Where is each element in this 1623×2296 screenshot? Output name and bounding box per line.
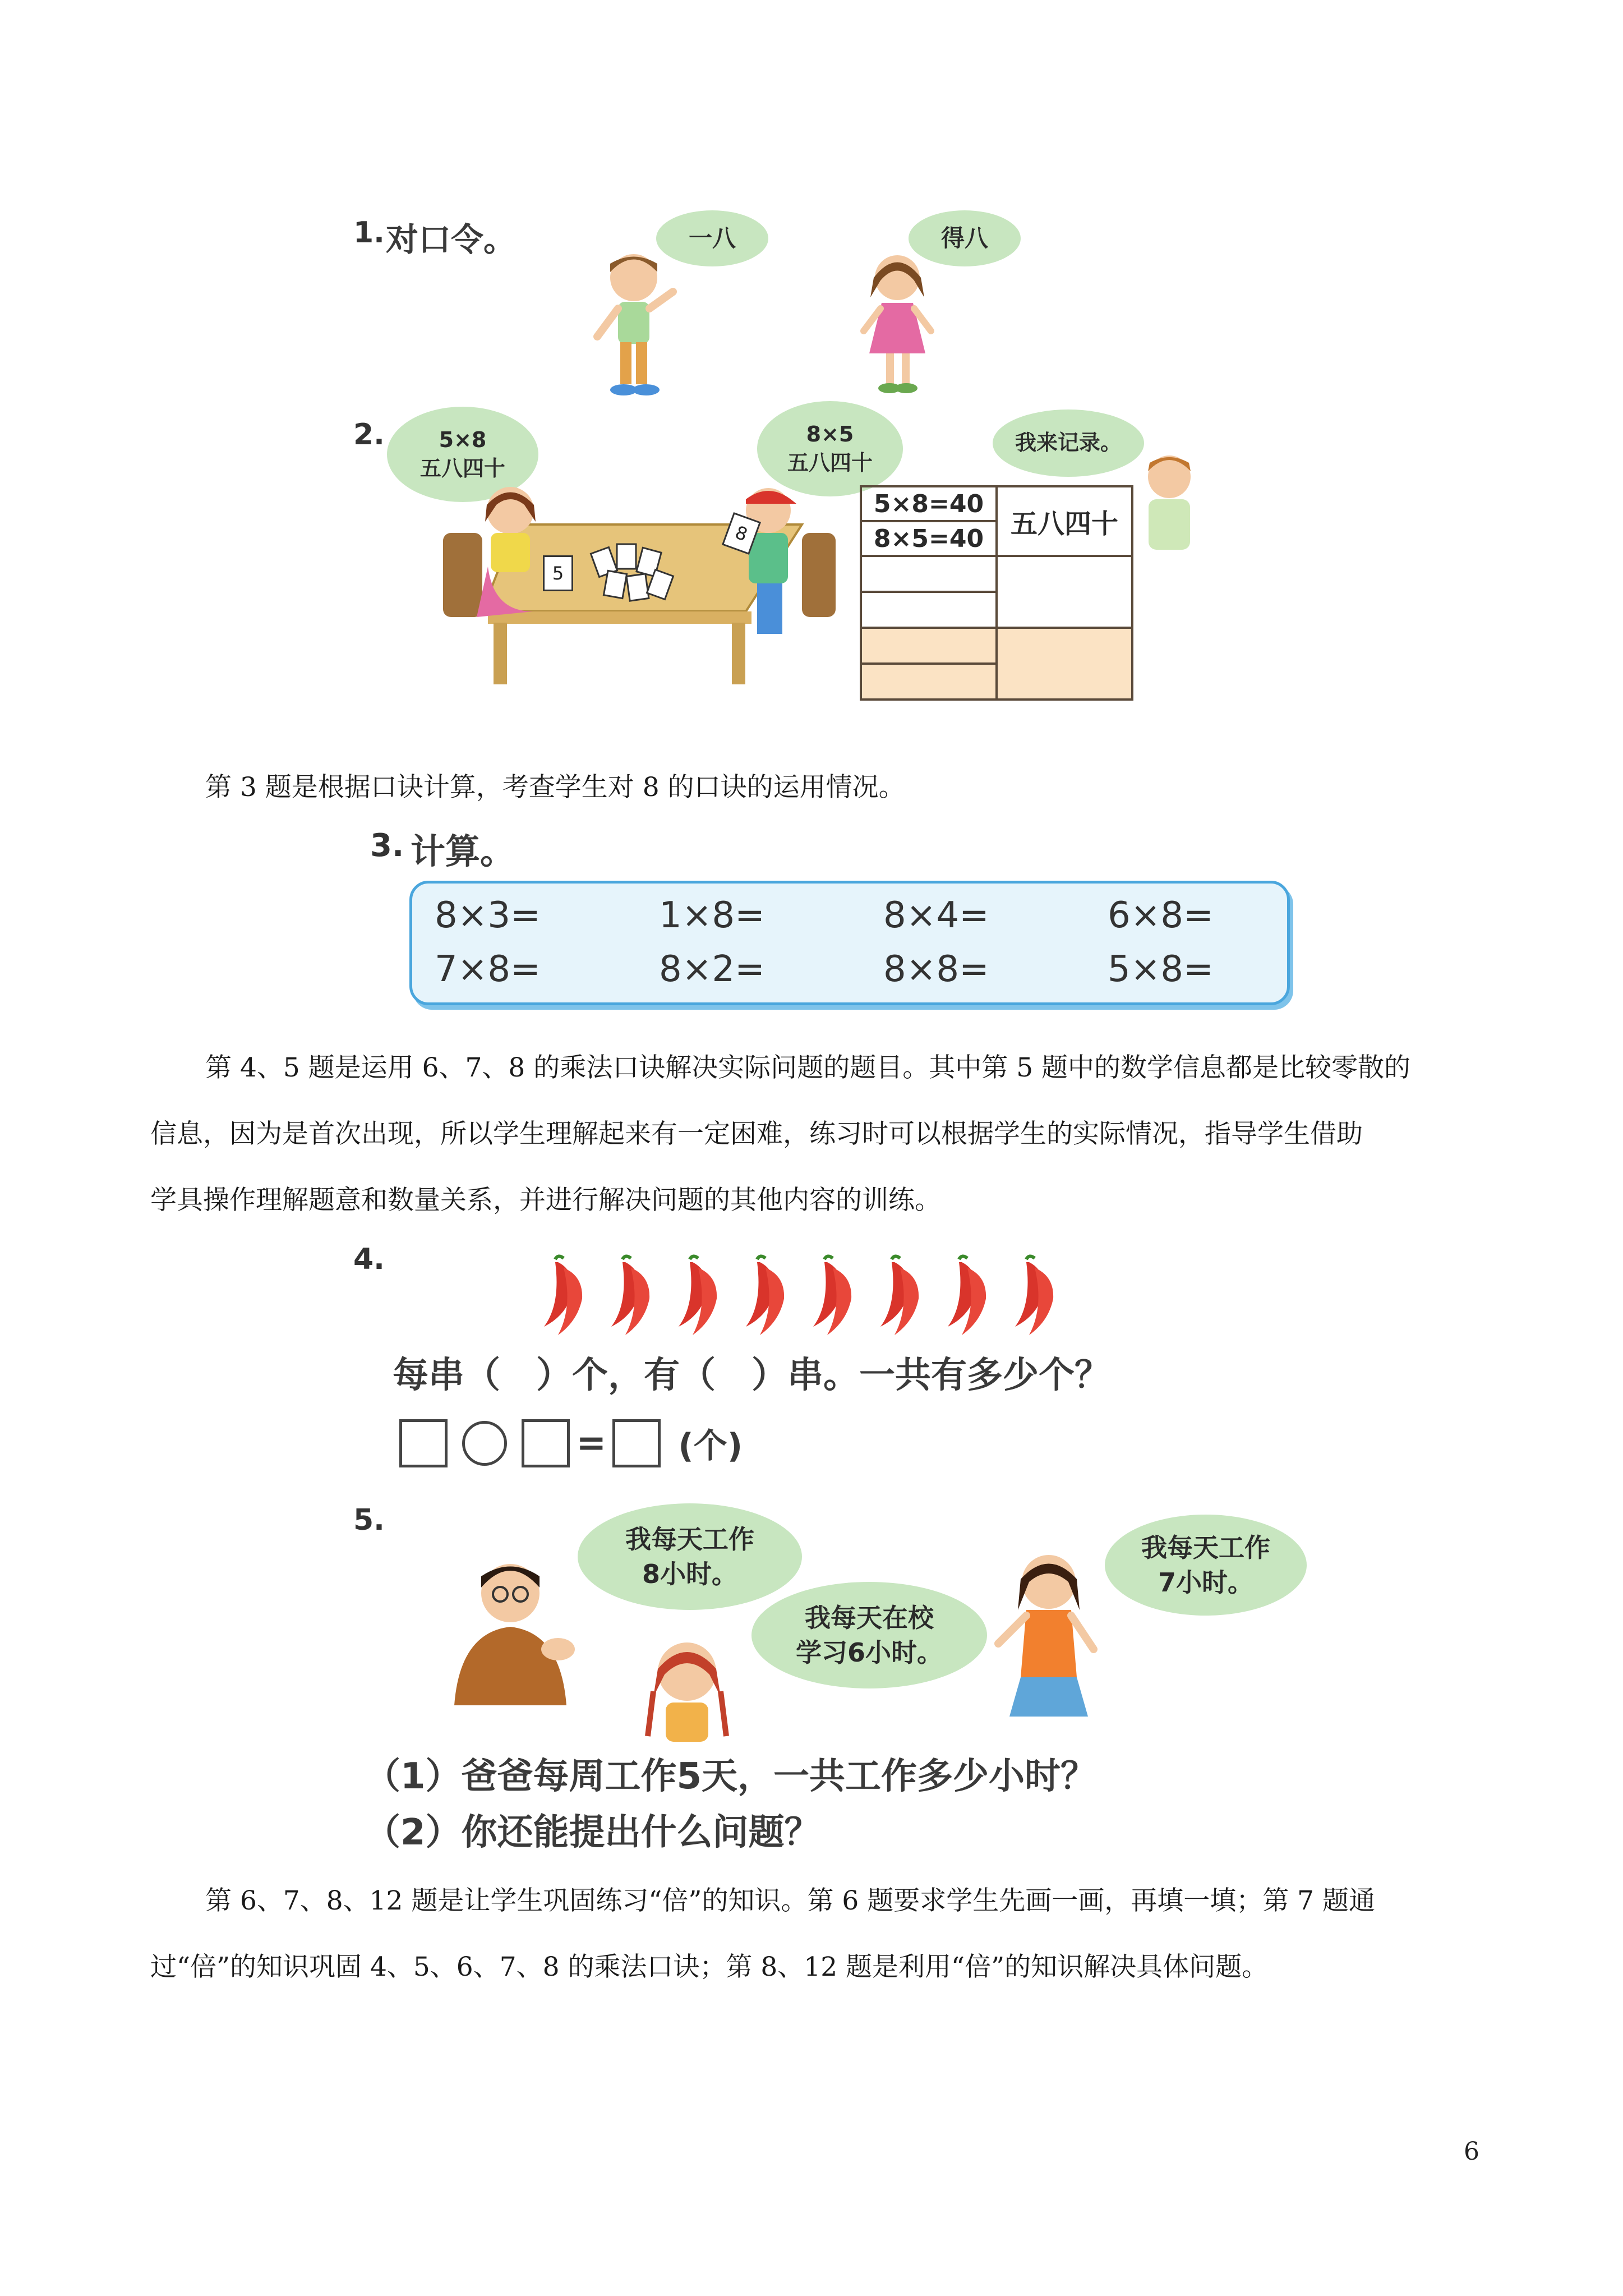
operator-circle[interactable]: [462, 1421, 507, 1466]
q5-bubble-dad-line2: 8小时。: [642, 1559, 737, 1589]
record-empty-cell: [997, 628, 1132, 700]
record-empty-cell: [861, 556, 997, 592]
q5-bubble-girl: [751, 1582, 987, 1688]
calc-item: 8×8=: [883, 949, 989, 990]
q1-bubble-girl-text: 得八: [940, 224, 988, 252]
calc-item: 8×2=: [659, 949, 765, 990]
para-line: 学具操作理解题意和数量关系，并进行解决问题的其他内容的训练。: [150, 1185, 941, 1216]
q2-bubble-girl-line1: 5×8: [439, 427, 487, 452]
table-scene-illustration: [432, 482, 858, 696]
calc-item: 8×4=: [883, 895, 989, 936]
para-q4-q5-intro: [150, 1035, 1485, 1234]
q4-question: 每串（ ）个，有（ ）串。一共有多少个？: [393, 1355, 1110, 1396]
card-girl-label: 5: [552, 563, 564, 584]
q4-equation-template: [399, 1419, 743, 1467]
calc-box: [409, 881, 1290, 1005]
q2-number: 2.: [353, 418, 385, 452]
chili-peppers-icon: [533, 1254, 1071, 1343]
calc-item: 7×8=: [435, 949, 541, 990]
para-q3-intro-text: 第 3 题是根据口诀计算，考查学生对 8 的口诀的运用情况。: [205, 772, 905, 803]
q2-bubble-boy-line1: 8×5: [806, 421, 854, 447]
para-q3-intro: [150, 754, 1485, 821]
calc-item: 6×8=: [1108, 895, 1214, 936]
q5-bubble-girl-line1: 我每天在校: [805, 1602, 934, 1633]
q2-bubble-recorder: [993, 409, 1144, 477]
q3-title: 计算。: [411, 831, 515, 872]
answer-box[interactable]: [399, 1419, 448, 1467]
para-line: 信息，因为是首次出现，所以学生理解起来有一定困难，练习时可以根据学生的实际情况，指导学生借助: [150, 1119, 1363, 1149]
record-empty-cell: [997, 556, 1132, 628]
q5-bubble-mom: [1105, 1515, 1307, 1616]
q2-bubble-recorder-text: 我来记录。: [1015, 430, 1122, 455]
recorder-boy-illustration: [1133, 449, 1206, 550]
record-equation-1: 5×8=40: [873, 489, 984, 518]
q2-bubble-girl-line2: 五八四十: [419, 456, 505, 481]
schoolgirl-illustration: [631, 1630, 743, 1742]
q5-bubble-dad-line1: 我每天工作: [625, 1524, 754, 1554]
calc-item: 5×8=: [1108, 949, 1214, 990]
record-empty-cell: [861, 664, 997, 700]
q3-number: 3.: [370, 827, 404, 864]
page-number: 6: [1464, 2137, 1479, 2166]
dad-illustration: [437, 1554, 583, 1705]
record-cell-equation-2: [861, 521, 997, 556]
chili-row: [533, 1254, 1071, 1343]
para-line: 第 4、5 题是运用 6、7、8 的乘法口诀解决实际问题的题目。其中第 5 题中的数学信息都是比较零散的: [205, 1052, 1411, 1083]
record-cell-rhyme: [997, 486, 1132, 556]
record-rhyme: 五八四十: [1010, 508, 1118, 540]
para-q6-q12-intro: [150, 1868, 1485, 2000]
equals-sign: =: [576, 1423, 607, 1464]
card-boy-label: 8: [732, 521, 751, 546]
q1-bubble-boy-text: 一八: [688, 224, 736, 252]
record-table: [860, 485, 1133, 701]
para-line: 第 6、7、8、12 题是让学生巩固练习“倍”的知识。第 6 题要求学生先画一画，再填一填；第 7 题通: [205, 1885, 1376, 1916]
mom-illustration: [987, 1548, 1110, 1733]
q4-number: 4.: [353, 1243, 385, 1276]
q5-sub-question-2: （2）你还能提出什么问题？: [365, 1812, 820, 1853]
q5-bubble-girl-line2: 学习6小时。: [795, 1637, 943, 1668]
record-equation-2: 8×5=40: [873, 524, 984, 553]
unit-label: (个): [678, 1427, 743, 1466]
q5-bubble-mom-line1: 我每天工作: [1141, 1532, 1270, 1563]
q5-sub-question-1: （1）爸爸每周工作5天，一共工作多少小时？: [365, 1756, 1097, 1797]
para-line: 过“倍”的知识巩固 4、5、6、7、8 的乘法口诀；第 8、12 题是利用“倍”的知识解决具体问题。: [150, 1952, 1269, 1982]
answer-box[interactable]: [612, 1419, 661, 1467]
girl-illustration: [847, 247, 948, 398]
answer-box[interactable]: [522, 1419, 570, 1467]
calc-item: 8×3=: [435, 895, 541, 936]
calc-item: 1×8=: [659, 895, 765, 936]
q2-bubble-boy-line2: 五八四十: [787, 450, 873, 475]
q1-number: 1.: [353, 216, 385, 250]
q5-bubble-dad: [578, 1503, 802, 1610]
record-empty-cell: [861, 628, 997, 664]
card-girl: [543, 555, 573, 591]
boy-illustration: [583, 247, 684, 398]
record-cell-equation-1: [861, 486, 997, 521]
q5-number: 5.: [353, 1503, 385, 1537]
q5-bubble-mom-line2: 7小时。: [1158, 1567, 1253, 1598]
record-empty-cell: [861, 592, 997, 628]
q1-title: 对口令。: [386, 220, 517, 259]
